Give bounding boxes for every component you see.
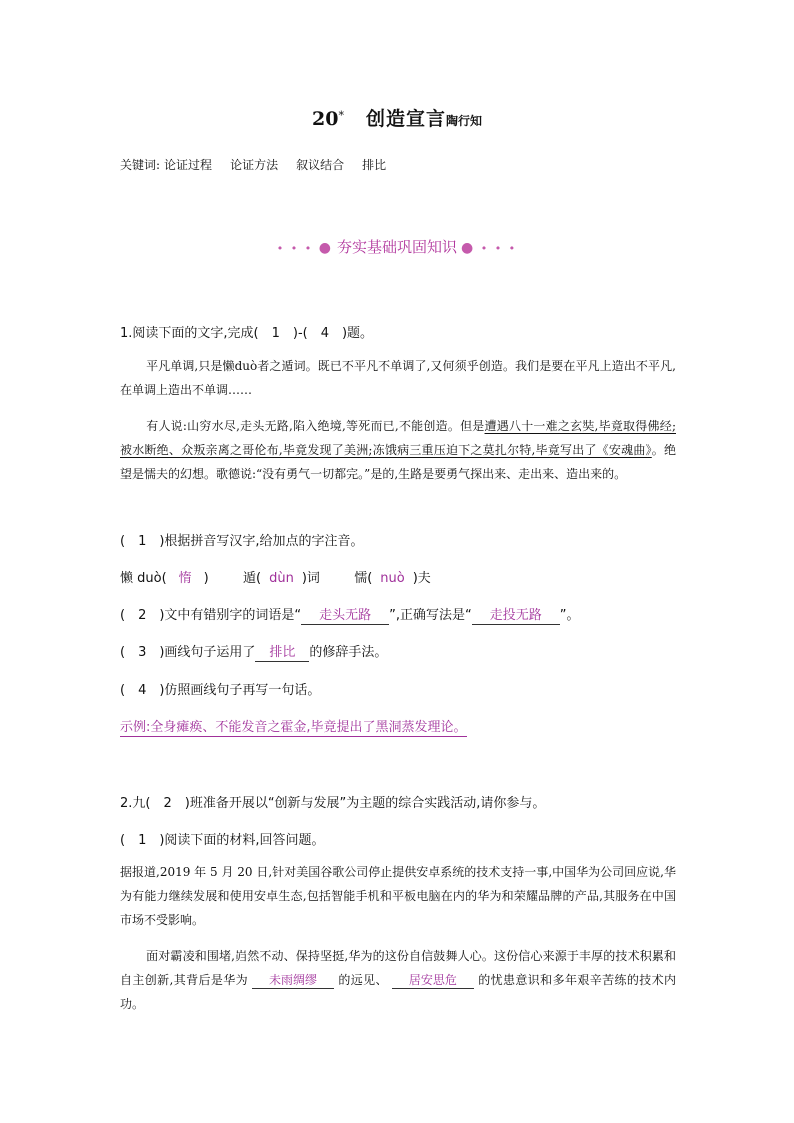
item-text: 的修辞手法。 [309,645,388,660]
keyword-item: 排比 [362,158,387,172]
q1-prompt: 1.阅读下面的文字,完成( 1 )-( 4 )题。 [120,326,374,341]
item-text: 懒 duò( [120,571,167,586]
keyword-item: 叙议结合 [296,158,345,172]
star-mark: * [338,108,344,122]
lesson-name: 创造宣言 [365,108,446,130]
banner-dots-right-icon: ● • • • [461,239,518,256]
answer-text: 惰 [178,571,192,586]
answer-text: nuò [380,571,405,586]
underlined-sentence: 遭遇八十一难之玄奘,毕竟取得佛经;被水断绝、众叛亲离之哥伦布,毕竟发现了美洲;冻饿病三重压迫下之莫扎尔特,毕竟写出了《安魂曲》 [120,419,676,457]
para-text: 。绝望是懦夫的幻想。歌德说:“没有勇气一切都完。”是的,生路是要勇气探出来、走出来、造出来的。 [120,443,676,481]
para-text: 平凡单调,只是懒duò者之遁词。既已不平凡不单调了,又何须乎创造。我们是要在平凡上造出不平凡,在单调上造出不单调…… [120,359,676,397]
answer-blank: 走投无路 [472,608,560,625]
answer-blank: 排比 [255,645,309,662]
item-text: ( 3 )画线句子运用了 [120,645,256,660]
answer-blank: 走头无路 [301,608,389,625]
banner-text: 夯实基础巩固知识 [336,238,457,256]
q1-sub4-prompt: ( 4 )仿照画线句子再写一句话。 [120,683,321,698]
q1-passage-para2 [120,414,676,486]
lesson-title [0,104,794,131]
q1-sub3 [120,641,387,662]
q1-sub4-example-answer: 示例:全身瘫痪、不能发音之霍金,毕竟提出了黑洞蒸发理论。 [120,716,467,737]
lesson-number: 20 [312,108,339,130]
q2-sub1-prompt: ( 1 )阅读下面的材料,回答问题。 [120,833,325,848]
item-text: ”。 [559,608,580,623]
q1-sub1-answers [120,567,431,586]
q2-material-para1: 据报道,2019 年 5 月 20 日,针对美国谷歌公司停止提供安卓系统的技术支持一事,中国华为公司回应说,华为有能力继续发展和使用安卓生态,包括智能手机和平板电脑在内的华为和荣耀品牌的产品,其服务在中国市场不受影响。 [120,865,676,927]
q1-sub1-prompt: ( 1 )根据拼音写汉字,给加点的字注音。 [120,534,364,549]
q2-prompt: 2.九( 2 )班准备开展以“创新与发展”为主题的综合实践活动,请你参与。 [120,796,546,811]
para-text: 的远见、 [338,973,388,987]
keyword-item: 论证方法 [230,158,279,172]
item-text: ) [203,571,209,586]
item-text: ”,正确写法是“ [389,608,472,623]
keywords-label: 关键词: [120,158,161,172]
banner-dots-left-icon: • • • ● [276,239,333,256]
item-text: ( 2 )文中有错别字的词语是“ [120,608,302,623]
q1-passage-para1 [120,354,676,402]
answer-blank: 居安思危 [392,972,474,989]
item-text: )夫 [412,571,431,586]
q1-sub2 [120,604,580,625]
section-banner [0,236,794,257]
para-text: 面对霸凌和围堵,岿然不动、保持坚挺,华为的这份自信鼓舞人心。这份信心来源于丰厚的技术积累和自主创新,其背后是华为 [120,949,676,987]
answer-blank: 未雨绸缪 [252,972,334,989]
para-text: 有人说:山穷水尽,走头无路,陷入绝境,等死而已,不能创造。但是 [146,419,485,433]
keyword-item: 论证过程 [164,158,213,172]
para-text: 的忧患意识和多年艰辛苦练的技术内功。 [120,973,676,1011]
item-text: )词 [301,571,320,586]
q2-material-para2 [120,944,676,1016]
answer-text: dùn [269,571,294,586]
lesson-author: 陶行知 [445,114,482,128]
item-text: 懦( [354,571,373,586]
item-text: 遁( [243,571,262,586]
keywords-line [120,156,400,173]
